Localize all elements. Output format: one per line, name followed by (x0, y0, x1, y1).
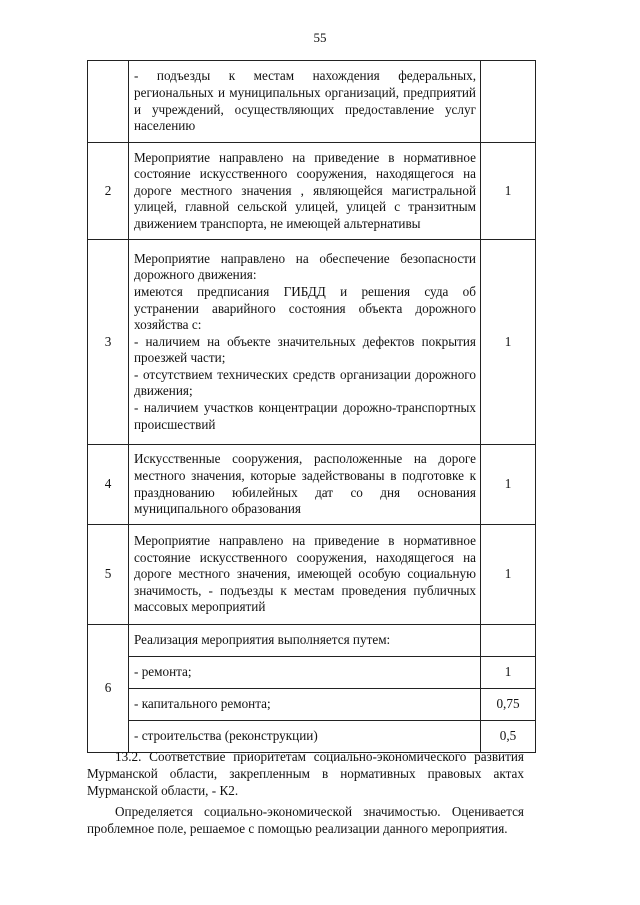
row-item: - строительства (реконструкции) (129, 721, 481, 753)
table-row (88, 525, 536, 625)
table-row (88, 143, 536, 240)
criteria-table (87, 60, 536, 753)
table-row (88, 445, 536, 525)
text-line: Мероприятие направлено на обеспечение безопасности дорожного движения: (134, 250, 476, 283)
row-score: 1 (481, 240, 536, 445)
paragraph: 13.2. Соответствие приоритетам социально-экономического развития Мурманской области, закрепленным в нормативных правовых актах Мурманской области, - К2. (87, 749, 524, 799)
row-number: 6 (88, 625, 129, 753)
row-number: 2 (88, 143, 129, 240)
row-number: 4 (88, 445, 129, 525)
row-number (88, 61, 129, 143)
row-score: 1 (481, 525, 536, 625)
row-score: 1 (481, 445, 536, 525)
paragraph: Определяется социально-экономической значимостью. Оценивается проблемное поле, решаемое с помощью реализации данного мероприятия. (87, 803, 524, 836)
text-line: - наличием на объекте значительных дефектов покрытия проезжей части; (134, 333, 476, 366)
row-score: 1 (481, 143, 536, 240)
body-text (87, 748, 524, 837)
table-row (88, 240, 536, 445)
row-number: 5 (88, 525, 129, 625)
row-description: - подъезды к местам нахождения федеральных, региональных и муниципальных организаций, предприятий и учреждений, осуществляющих предоставление услуг населению (129, 61, 481, 143)
table-row (88, 657, 536, 689)
row-score: 0,5 (481, 721, 536, 753)
row-description: Искусственные сооружения, расположенные на дороге местного значения, которые задействованы в подготовке к празднованию юбилейных дат со дня основания муниципального образования (129, 445, 481, 525)
row-description (129, 240, 481, 445)
row-score: 0,75 (481, 689, 536, 721)
row-item: - капитального ремонта; (129, 689, 481, 721)
row-description: Мероприятие направлено на приведение в нормативное состояние искусственного сооружения, находящегося на дороге местного значения, имеющей особую социальную значимость, - подъезды к местам проведения публичных массовых мероприятий (129, 525, 481, 625)
row-description: Мероприятие направлено на приведение в нормативное состояние искусственного сооружения, находящегося на дороге местного значения , являющейся магистральной улицей, главной сельской улицей, улицей с транзитным движением транспорта, не имеющей альтернативы (129, 143, 481, 240)
row-intro: Реализация мероприятия выполняется путем: (129, 625, 481, 657)
row-score: 1 (481, 657, 536, 689)
table-row (88, 625, 536, 657)
text-line: - отсутствием технических средств организации дорожного движения; (134, 366, 476, 399)
row-number: 3 (88, 240, 129, 445)
text-line: имеются предписания ГИБДД и решения суда об устранении аварийного состояния объекта дорожного хозяйства с: (134, 283, 476, 333)
table-row (88, 61, 536, 143)
row-score (481, 61, 536, 143)
row-item: - ремонта; (129, 657, 481, 689)
row-score-empty (481, 625, 536, 657)
page-number: 55 (313, 30, 327, 45)
table-row (88, 689, 536, 721)
text-line: - наличием участков концентрации дорожно-транспортных происшествий (134, 400, 476, 432)
